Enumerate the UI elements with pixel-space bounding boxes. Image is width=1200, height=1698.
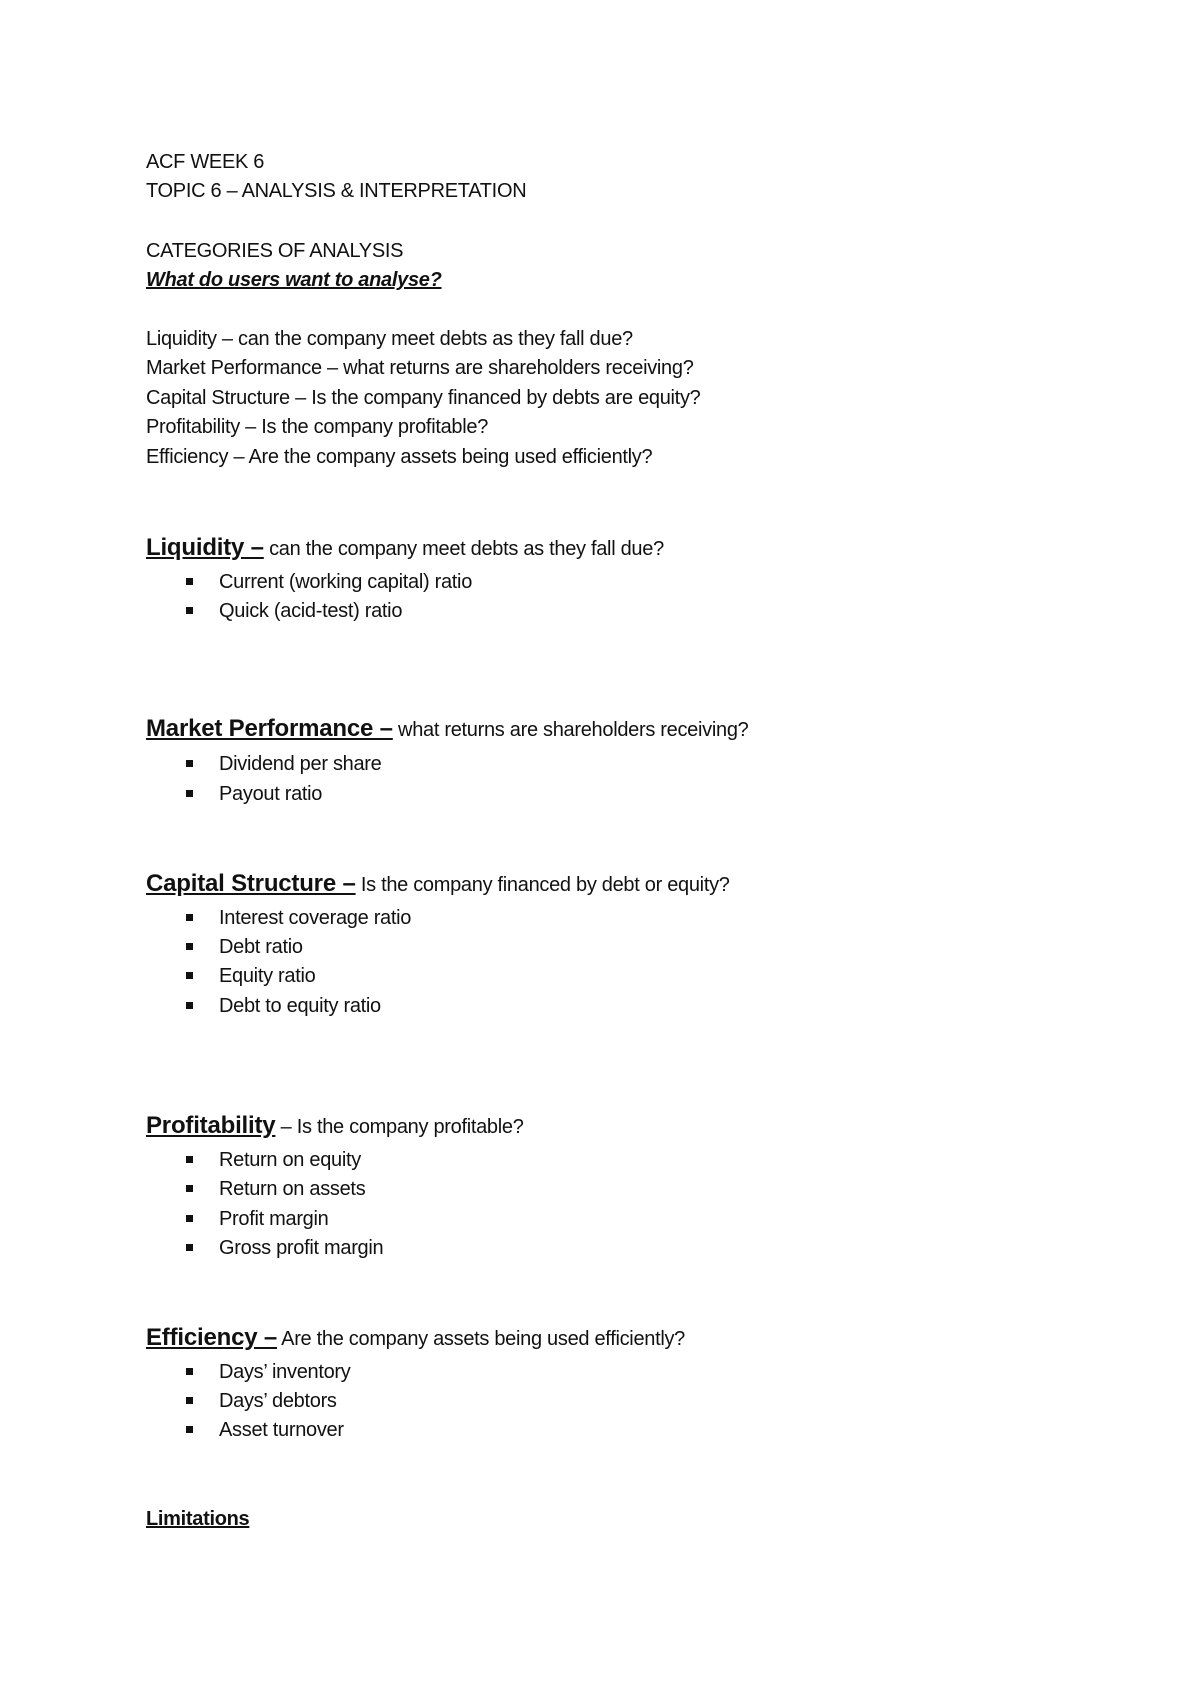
category-line: Profitability – Is the company profitable? [146,416,489,438]
square-bullet-icon [186,1244,193,1251]
document-topic-title: TOPIC 6 – ANALYSIS & INTERPRETATION [146,180,527,202]
profitability-description: – Is the company profitable? [275,1116,524,1138]
liquidity-heading: Liquidity – [146,534,264,561]
square-bullet-icon [186,972,193,979]
section-heading-capital-structure [146,871,730,898]
categories-title: CATEGORIES OF ANALYSIS [146,240,404,262]
category-line: Liquidity – can the company meet debts as they fall due? [146,328,633,350]
profitability-heading: Profitability [146,1112,276,1139]
document-week-title: ACF WEEK 6 [146,151,265,173]
category-line: Efficiency – Are the company assets being used efficiently? [146,446,653,468]
capital-heading: Capital Structure – [146,870,356,897]
square-bullet-icon [186,760,193,767]
section-heading-profitability [146,1113,524,1140]
section-heading-limitations [146,1506,249,1532]
category-line: Capital Structure – Is the company financed by debts are equity? [146,387,701,409]
limitations-heading: Limitations [146,1508,250,1530]
square-bullet-icon [186,1426,193,1433]
square-bullet-icon [186,1368,193,1375]
efficiency-heading: Efficiency – [146,1324,277,1351]
liquidity-description: can the company meet debts as they fall due? [263,538,664,560]
square-bullet-icon [186,1397,193,1404]
square-bullet-icon [186,1002,193,1009]
section-heading-efficiency [146,1325,685,1352]
market-description: what returns are shareholders receiving? [392,719,749,741]
categories-question: What do users want to analyse? [146,269,442,291]
efficiency-description: Are the company assets being used efficiently? [277,1328,686,1350]
square-bullet-icon [186,578,193,585]
square-bullet-icon [186,914,193,921]
square-bullet-icon [186,1215,193,1222]
document-page: ACF WEEK 6 TOPIC 6 – ANALYSIS & INTERPRETATION CATEGORIES OF ANALYSIS What do users want to analyse? Liquidity – can the company meet debts as they fall due? Market Performance – what returns are shareholders receiving? Capital Structure – Is the company financed by debts are equity? Profitability – Is the company profitable? Efficiency – Are the company assets being used efficiently? Liquidity – can the company meet debts as they fall due? Current (working capital) ratio Quick (acid-test) ratio Market Performance – what returns are shareholders receiving? Dividend per share Payout ratio Capital Structure – Is the company financed by debt or equity? Interest coverage ratio Debt ratio Equity ratio Debt to equity ratio Profitability – Is the company profitable? Return on equity Return on assets Profit margin Gross profit margin Efficiency – Are the company assets being used efficiently? Days’ inventory Days’ debtors Asset turnover Limitations [0,0,1200,1698]
square-bullet-icon [186,607,193,614]
section-heading-liquidity [146,535,664,562]
square-bullet-icon [186,1156,193,1163]
square-bullet-icon [186,1185,193,1192]
category-line: Market Performance – what returns are shareholders receiving? [146,357,694,379]
market-heading: Market Performance – [146,715,393,742]
square-bullet-icon [186,943,193,950]
section-heading-market-performance [146,716,748,743]
capital-description: Is the company financed by debt or equity? [355,874,730,896]
square-bullet-icon [186,790,193,797]
